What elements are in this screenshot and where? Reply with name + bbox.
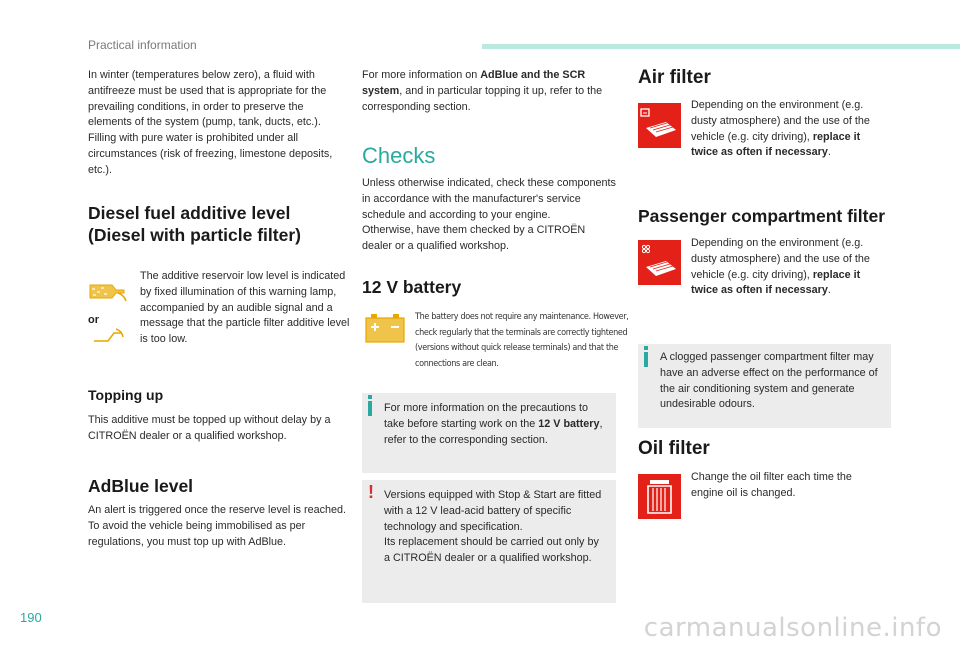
- passenger-filter-bold: replace it twice as often if necessary: [691, 268, 861, 297]
- battery-icon: [364, 312, 406, 344]
- more-info-text: For more information on: [362, 69, 481, 81]
- passenger-filter-text-main: Depending on the environment (e.g. dusty atmosphere) and the use of the vehicle (e.g. city driving),: [691, 237, 870, 281]
- page-number: 190: [20, 610, 42, 625]
- oil-filter-text: Change the oil filter each time the engine oil is changed.: [691, 471, 852, 499]
- battery-info-post: , refer to the corresponding section.: [384, 417, 603, 446]
- diesel-additive-text: The additive reservoir low level is indicated by fixed illumination of this warning lamp, accompanied by an audible signal and a message that the particle filter additive level is too low.: [140, 270, 350, 346]
- watermark: carmanualsonline.info: [643, 613, 942, 643]
- oil-filter-icon: [638, 474, 681, 519]
- more-info-bold: AdBlue and the SCR system: [362, 69, 586, 97]
- adblue-body: [88, 503, 350, 550]
- diesel-title-line2: (Diesel with particle filter): [88, 225, 301, 245]
- section-header: Practical information: [88, 38, 197, 52]
- adblue-text: An alert is triggered once the reserve level is reached.: [88, 504, 347, 516]
- additive-reservoir-icon: [86, 281, 130, 305]
- battery-info-bold: 12 V battery: [538, 417, 600, 430]
- additive-outline-icon: [92, 325, 126, 345]
- header-accent-bar: [482, 44, 960, 49]
- info-icon: [644, 352, 648, 367]
- air-filter-icon: [638, 103, 681, 148]
- oil-filter-title: Oil filter: [638, 438, 710, 459]
- stop-start-warning-box: [362, 480, 616, 603]
- battery-title: 12 V battery: [362, 277, 462, 297]
- warning-body: [384, 488, 606, 567]
- info-icon: [368, 401, 372, 416]
- clogged-filter-text: A clogged passenger compartment filter may have an adverse effect on the performance of the air conditioning system and generate undesirable odours.: [660, 351, 878, 411]
- air-filter-text-main: Depending on the environment (e.g. dusty atmosphere) and the use of the vehicle (e.g. city driving),: [691, 99, 870, 143]
- pure-water-paragraph: Filling with pure water is prohibited under all circumstances (risk of freezing, limestone deposits, etc.).: [88, 132, 333, 176]
- passenger-filter-text: [691, 236, 883, 299]
- air-filter-text: [691, 98, 883, 161]
- adblue-more-info: [362, 68, 616, 115]
- checks-text-2: Otherwise, have them checked by a CITROËN dealer or a qualified workshop.: [362, 224, 586, 253]
- winter-paragraph: In winter (temperatures below zero), a fluid with antifreeze must be used that is appropriate for the prevailing conditions, in order to preserve the elements of the system (pump, tank, ducts, etc.).: [88, 69, 327, 129]
- topping-up-text: This additive must be topped up without delay by a CITROËN dealer or a qualified workshop.: [88, 414, 331, 442]
- warning-icon: !: [368, 482, 374, 502]
- diesel-title-line1: Diesel fuel additive level: [88, 203, 291, 223]
- battery-info-box: [362, 393, 616, 473]
- topping-up-title: Topping up: [88, 387, 164, 403]
- battery-info-pre: For more information on the precautions to take before starting work on the: [384, 402, 589, 430]
- checks-body: [362, 176, 618, 255]
- air-filter-title: Air filter: [638, 67, 711, 88]
- passenger-filter-title: Passenger compartment filter: [638, 206, 886, 226]
- air-filter-bold: replace it twice as often if necessary: [691, 130, 861, 159]
- clogged-filter-info-box: [638, 344, 891, 428]
- warning-text-2: Its replacement should be carried out only by a CITROËN dealer or a qualified workshop.: [384, 536, 599, 565]
- warning-text: Versions equipped with Stop & Start are fitted with a 12 V lead-acid battery of specific technology and specification.: [384, 489, 602, 533]
- more-info-text-end: , and in particular topping it up, refer to the corresponding section.: [362, 84, 603, 113]
- checks-text: Unless otherwise indicated, check these components in accordance with the manufacturer's service schedule and according to your engine.: [362, 177, 616, 221]
- checks-title: Checks: [362, 143, 436, 168]
- col1-intro: [88, 68, 350, 179]
- passenger-filter-icon: [638, 240, 681, 285]
- diesel-additive-title: [88, 202, 301, 246]
- or-label: or: [88, 314, 99, 326]
- air-filter-period: .: [827, 146, 831, 159]
- adblue-text-2: To avoid the vehicle being immobilised as per regulations, you must top up with AdBlue.: [88, 519, 306, 548]
- passenger-filter-period: .: [827, 284, 831, 297]
- battery-info-text: [384, 401, 606, 448]
- battery-maintenance-text: The battery does not require any maintenance. However, check regularly that the terminals are correctly tightened (versions without quick release terminals) and that the connections are clean.: [415, 311, 629, 369]
- adblue-title: AdBlue level: [88, 476, 194, 496]
